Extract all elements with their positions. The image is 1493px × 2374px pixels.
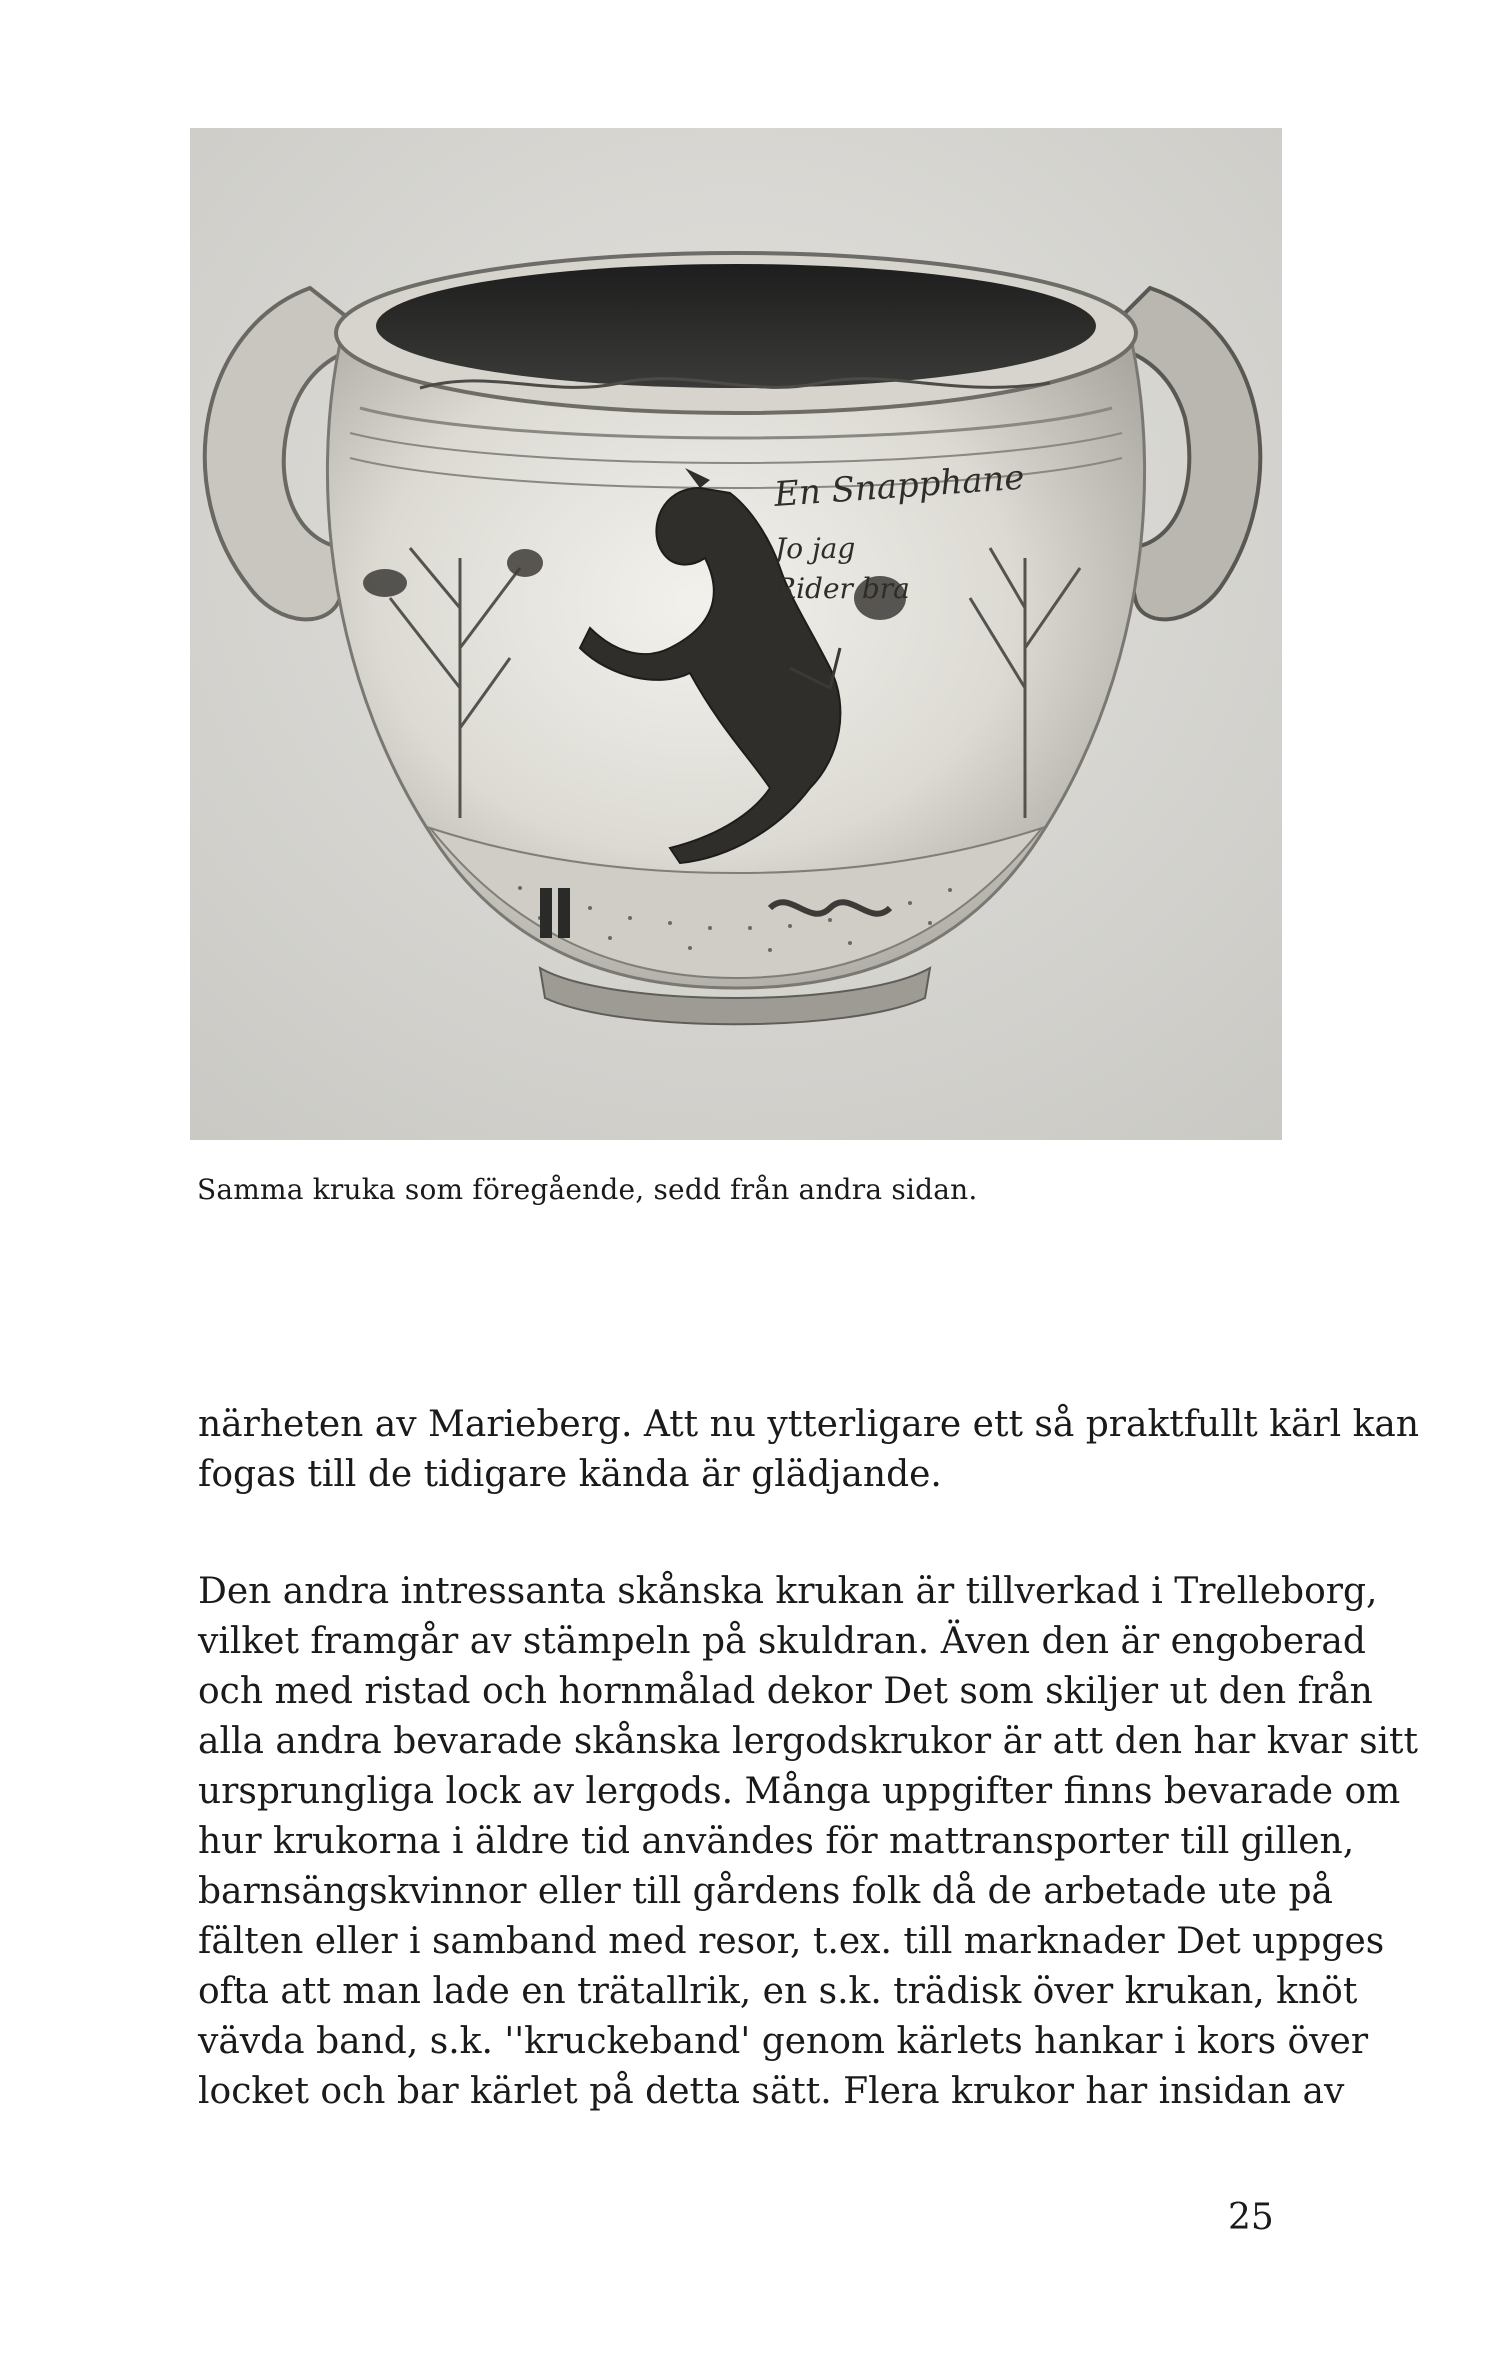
paragraph-2-line: vävda band, s.k. ''kruckeband' genom kärlets hankar i kors över (198, 2021, 1369, 2062)
paragraph-2-line: fälten eller i samband med resor, t.ex. till marknader Det uppges (198, 1921, 1385, 1962)
paragraph-2-line: locket och bar kärlet på detta sätt. Flera krukor har insidan av (198, 2071, 1345, 2112)
page-number: 25 (1228, 2197, 1274, 2238)
paragraph-1-line: närheten av Marieberg. Att nu ytterligare ett så praktfullt kärl kan (198, 1404, 1420, 1445)
figure-caption: Samma kruka som föregående, sedd från andra sidan. (197, 1173, 978, 1206)
paragraph-1 (198, 1400, 1420, 1500)
paragraph-2-line: hur krukorna i äldre tid användes för mattransporter till gillen, (198, 1821, 1355, 1862)
pot-inscription-line-1: En Snapphane (772, 457, 1026, 515)
paragraph-2 (198, 1567, 1418, 2117)
paragraph-2-line: alla andra bevarade skånska lergodskrukor är att den har kvar sitt (198, 1721, 1418, 1762)
pot-photograph (190, 128, 1282, 1140)
pot-inscription-line-2: Jo jag (775, 532, 856, 565)
paragraph-2-line: Den andra intressanta skånska krukan är tillverkad i Trelleborg, (198, 1571, 1378, 1612)
paragraph-2-line: ofta att man lade en trätallrik, en s.k. trädisk över krukan, knöt (198, 1971, 1358, 2012)
paragraph-2-line: ursprungliga lock av lergods. Många uppgifter finns bevarade om (198, 1771, 1401, 1812)
paragraph-2-line: och med ristad och hornmålad dekor Det som skiljer ut den från (198, 1671, 1373, 1712)
pot-inscription-line-3: Rider bra (775, 572, 910, 605)
paragraph-1-line: fogas till de tidigare kända är glädjande. (198, 1454, 942, 1495)
paragraph-2-line: vilket framgår av stämpeln på skuldran. Även den är engoberad (198, 1621, 1366, 1662)
paragraph-2-line: barnsängskvinnor eller till gårdens folk då de arbetade ute på (198, 1871, 1333, 1912)
